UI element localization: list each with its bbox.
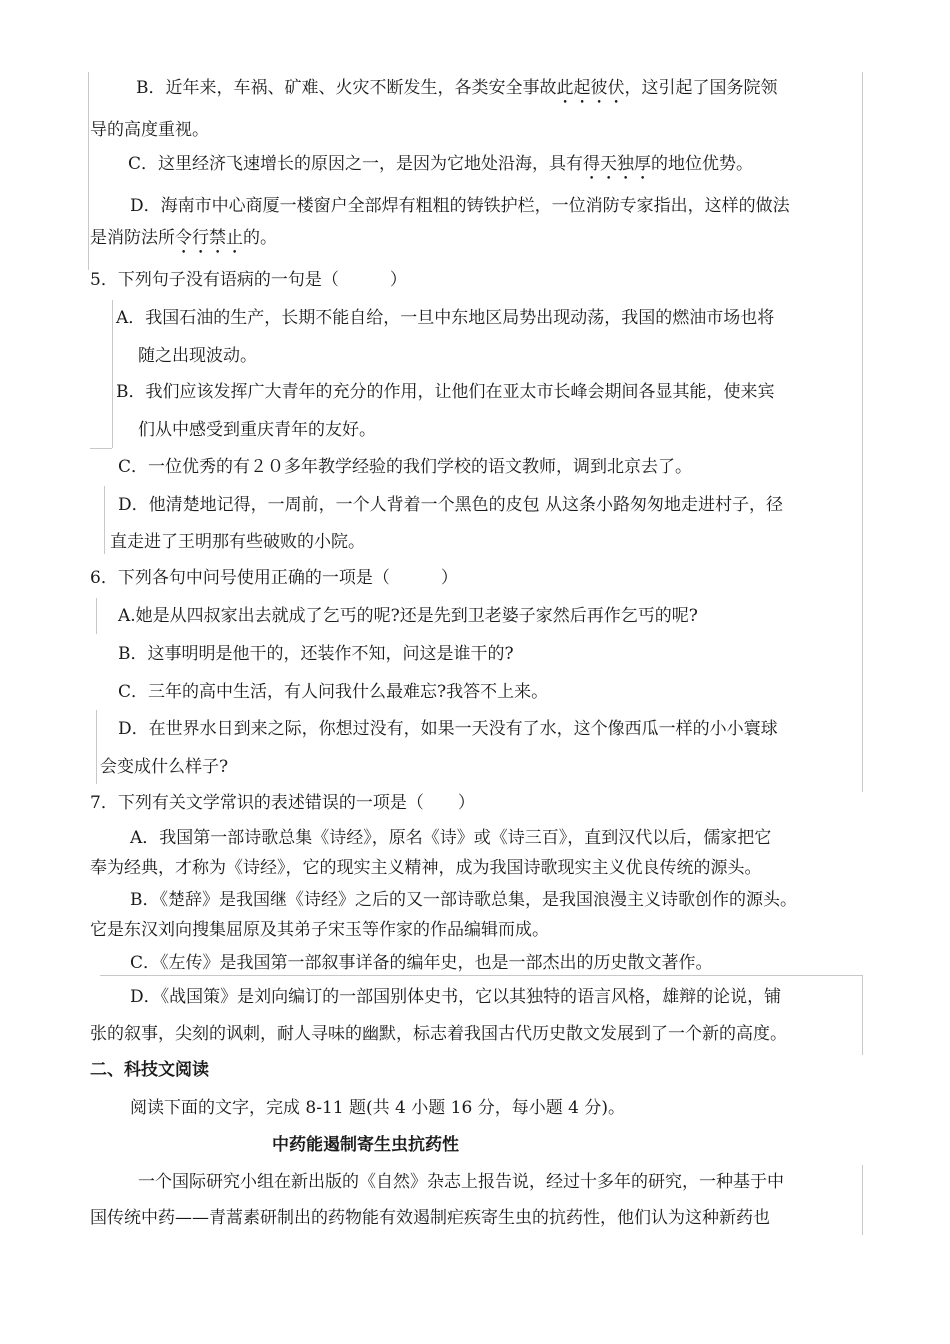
frame-line	[96, 710, 97, 784]
q4-option-c	[128, 152, 753, 184]
q5-option-b-line1: B．我们应该发挥广大青年的充分的作用，让他们在亚太市长峰会期间各显其能，使来宾	[116, 382, 775, 402]
q4-c-text: C．这里经济飞速增长的原因之一，是因为它地处沿海，具有	[128, 154, 584, 174]
q4-option-d-line2	[90, 226, 277, 258]
q7-option-b-line1: B．《楚辞》是我国继《诗经》之后的又一部诗歌总集，是我国浪漫主义诗歌创作的源头。	[130, 890, 797, 910]
q5-option-d-line2: 直走进了王明那有些破败的小院。	[110, 532, 365, 552]
frame-line	[100, 975, 862, 976]
article-title: 中药能遏制寄生虫抗药性	[272, 1135, 459, 1155]
q7-option-c: C．《左传》是我国第一部叙事详备的编年史，也是一部杰出的历史散文著作。	[130, 953, 713, 973]
q4-option-b-line1	[136, 76, 778, 108]
q6-option-a: A.她是从四叔家出去就成了乞丐的呢?还是先到卫老婆子家然后再作乞丐的呢?	[118, 606, 698, 626]
q6-option-d-line2: 会变成什么样子?	[100, 757, 229, 777]
frame-line	[90, 448, 112, 449]
q6-option-b: B．这事明明是他干的，还装作不知，问这是谁干的?	[118, 644, 514, 664]
q7-option-d-line1: D．《战国策》是刘向编订的一部国别体史书，它以其独特的语言风格，雄辩的论说，铺	[130, 987, 782, 1007]
q4-d-text-end: 的。	[243, 228, 277, 248]
section-heading: 二、科技文阅读	[90, 1060, 209, 1080]
q4-option-b-line2: 导的高度重视。	[90, 120, 209, 140]
article-paragraph-line2: 国传统中药——青蒿素研制出的药物能有效遏制疟疾寄生虫的抗药性，他们认为这种新药也	[90, 1208, 770, 1228]
q7-option-b-line2: 它是东汉刘向搜集屈原及其弟子宋玉等作家的作品编辑而成。	[90, 920, 549, 940]
frame-line	[96, 598, 97, 634]
q6-option-c: C．三年的高中生活，有人问我什么最难忘?我答不上来。	[118, 682, 549, 702]
q5-option-d-line1: D．他清楚地记得，一周前，一个人背着一个黑色的皮包 从这条小路匆匆地走进村子，径	[118, 495, 784, 515]
article-paragraph-line1: 一个国际研究小组在新出版的《自然》杂志上报告说，经过十多年的研究，一种基于中	[138, 1172, 784, 1192]
q4-b-text: B．近年来，车祸、矿难、火灾不断发生，各类安全事故	[136, 78, 557, 98]
q5-stem: 5．下列句子没有语病的一句是（ ）	[90, 270, 407, 290]
q6-option-d-line1: D．在世界水日到来之际，你想过没有，如果一天没有了水，这个像西瓜一样的小小寰球	[118, 719, 778, 739]
q5-option-b-line2: 们从中感受到重庆青年的友好。	[138, 420, 376, 440]
frame-line	[862, 975, 863, 1055]
frame-line	[104, 486, 105, 554]
frame-line	[88, 72, 89, 270]
q4-option-d-line1: D．海南市中心商厦一楼窗户全部焊有粗粗的铸铁护栏，一位消防专家指出，这样的做法	[130, 196, 790, 216]
q5-option-a-line1: A．我国石油的生产，长期不能自给，一旦中东地区局势出现动荡，我国的燃油市场也将	[116, 308, 775, 328]
q7-option-d-line2: 张的叙事，尖刻的讽刺，耐人寻味的幽默，标志着我国古代历史散文发展到了一个新的高度。	[90, 1024, 787, 1044]
q6-stem: 6．下列各句中问号使用正确的一项是（ ）	[90, 568, 458, 588]
q7-stem: 7．下列有关文学常识的表述错误的一项是（ ）	[90, 793, 475, 813]
q4-c-text-end: 的地位优势。	[651, 154, 754, 174]
q5-option-a-line2: 随之出现波动。	[138, 346, 257, 366]
q4-c-emphasis: 得天独厚	[583, 154, 652, 174]
frame-line	[112, 300, 113, 448]
frame-line	[862, 1165, 863, 1235]
q4-d-emphasis: 令行禁止	[175, 228, 243, 248]
q4-b-text-end: ，这引起了国务院领	[624, 78, 778, 98]
frame-line	[862, 72, 863, 792]
q7-option-a-line1: A．我国第一部诗歌总集《诗经》，原名《诗》或《诗三百》，直到汉代以后，儒家把它	[130, 828, 772, 848]
q5-option-c: C．一位优秀的有２０多年教学经验的我们学校的语文教师，调到北京去了。	[118, 457, 693, 477]
q4-d-text: 是消防法所	[90, 228, 175, 248]
q4-b-emphasis: 此起彼伏	[556, 78, 625, 98]
q7-option-a-line2: 奉为经典，才称为《诗经》，它的现实主义精神，成为我国诗歌现实主义优良传统的源头。	[90, 858, 762, 878]
section-instruction: 阅读下面的文字，完成 8-11 题(共 4 小题 16 分，每小题 4 分)。	[130, 1098, 625, 1118]
